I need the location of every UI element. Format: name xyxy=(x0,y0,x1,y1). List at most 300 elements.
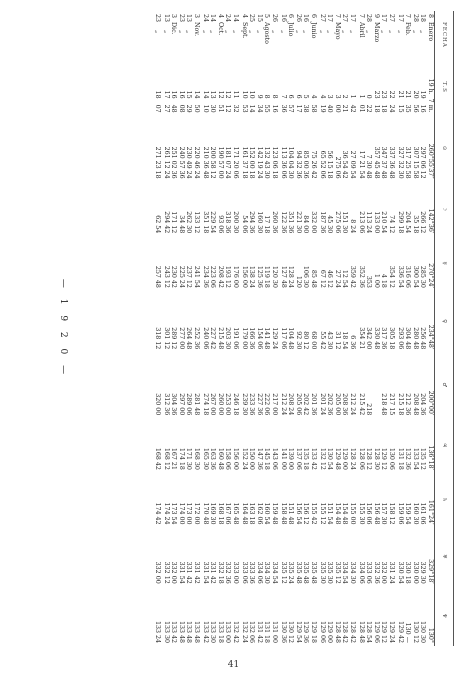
value-cell: 27 24 xyxy=(334,269,341,288)
value-cell: 159 48 xyxy=(271,502,278,525)
value-cell: 162 06 xyxy=(256,502,263,525)
value-cell: 240 57 36 xyxy=(178,146,185,179)
value-cell: 133 48 xyxy=(193,620,200,643)
value-cell: 22 24 xyxy=(388,90,395,113)
value-cell: 119 18 xyxy=(263,265,271,288)
value-cell: 85 00 36 xyxy=(302,150,310,179)
value-cell: 172 00 xyxy=(193,502,200,525)
value-cell: 173 54 xyxy=(170,502,178,525)
value-cell: 299 18 xyxy=(397,211,404,234)
value-cell: 160 30 xyxy=(412,502,419,525)
value-cell: 137 06 xyxy=(295,447,302,470)
value-cell: 1 42 xyxy=(349,94,356,113)
value-cell: 17 21 54 xyxy=(358,150,365,179)
value-cell: 260°55′37″ xyxy=(427,143,434,179)
value-cell: 46 12 xyxy=(326,269,334,288)
value-cell: 128 30 xyxy=(373,447,380,470)
value-cell: 337 36 48 xyxy=(388,146,395,179)
value-cell: 21 15 xyxy=(397,90,404,113)
value-cell: 127 48 xyxy=(280,265,287,288)
value-cell: 113 36 06 xyxy=(280,146,287,179)
value-cell: 163 36 xyxy=(209,447,217,470)
table-row xyxy=(419,11,427,646)
value-cell: 6 57 xyxy=(287,94,295,113)
value-cell: 130 — xyxy=(404,622,412,643)
date-cell: 27 „ xyxy=(388,14,395,34)
table-row xyxy=(310,11,319,646)
value-cell: 168 42 xyxy=(154,447,161,470)
value-cell: 208 24 xyxy=(287,393,295,416)
value-cell: 154 06 xyxy=(256,327,263,350)
value-cell: 128 42 xyxy=(349,620,356,643)
value-cell: 275 06 xyxy=(334,156,341,179)
value-cell: 202 36 xyxy=(326,393,334,416)
value-cell: 165 48 xyxy=(232,502,239,525)
value-cell: 155 42 xyxy=(310,502,317,525)
value-cell: 161°24′ xyxy=(427,499,434,525)
value-cell: 155 12 xyxy=(319,502,326,525)
value-cell: 133 30 xyxy=(163,620,170,643)
value-cell: 203 30 xyxy=(224,327,232,350)
table-row xyxy=(412,11,420,646)
value-cell: 215 48 xyxy=(217,327,224,350)
value-cell: 347 37 48 xyxy=(380,146,388,179)
value-cell: 330 48 xyxy=(373,327,380,350)
value-cell: 335 12 xyxy=(280,561,287,584)
value-cell: 145 18 xyxy=(263,447,271,470)
value-cell: 19 16 xyxy=(419,90,427,113)
value-cell: 218 48 xyxy=(380,393,388,416)
value-cell: 173 00 xyxy=(185,502,193,525)
value-cell: 129 48 xyxy=(334,447,341,470)
value-cell: 334 06 xyxy=(358,561,365,584)
value-cell: 128 06 xyxy=(358,447,365,470)
value-cell: 106 30 xyxy=(302,265,310,288)
table-row xyxy=(373,11,381,646)
value-cell: 135 12 xyxy=(419,447,427,470)
value-cell: 3 00 xyxy=(334,94,341,113)
date-cell: 17 „ xyxy=(397,14,404,34)
value-cell: 152 00 18 xyxy=(248,146,256,179)
value-cell: 329 30 xyxy=(419,561,427,584)
table-row xyxy=(365,11,373,646)
value-cell: 1 01 xyxy=(358,94,365,113)
table-row xyxy=(154,11,163,646)
value-cell: 332 00 xyxy=(310,211,317,234)
value-cell: 55 42 xyxy=(319,331,326,350)
value-cell: 318 36 xyxy=(224,211,232,234)
value-cell: 155 30 xyxy=(358,502,365,525)
value-cell: 122 36 xyxy=(280,211,287,234)
value-cell: 233 36 xyxy=(248,393,256,416)
value-cell: 31 12 xyxy=(334,331,341,350)
value-cell: 17 18 xyxy=(263,215,271,234)
value-cell: 135 18 xyxy=(302,447,310,470)
table-row xyxy=(280,11,288,646)
value-cell: 156 48 xyxy=(373,502,380,525)
value-cell: 260 00 xyxy=(217,393,224,416)
value-cell: 27 09 54 xyxy=(349,150,356,179)
value-cell: 201 24 xyxy=(319,393,326,416)
value-cell: 208 48 xyxy=(412,393,419,416)
value-cell: 94 32 36 xyxy=(295,150,302,179)
value-cell: 260 36 xyxy=(271,211,278,234)
value-cell: 333 00 xyxy=(232,561,239,584)
value-cell: 171 12 xyxy=(170,211,178,234)
value-cell: 92 30 xyxy=(295,331,302,350)
value-cell: 234 36 xyxy=(202,265,209,288)
table-row xyxy=(404,11,412,646)
value-cell: 256 48 xyxy=(419,327,427,350)
value-cell: 240 06 xyxy=(202,327,209,350)
value-cell: 204 36 xyxy=(419,393,427,416)
value-cell: 131 00 xyxy=(271,620,278,643)
value-cell: 36 54 42 xyxy=(341,150,349,179)
table-row xyxy=(341,11,349,646)
value-cell: 285 30 xyxy=(419,265,427,288)
value-cell: 210 36 48 xyxy=(202,146,209,179)
rotated-table-page xyxy=(34,11,454,646)
value-cell: 333 36 xyxy=(248,561,256,584)
value-cell: 75 26 42 xyxy=(310,150,317,179)
value-cell: 62 54 xyxy=(154,215,161,234)
value-cell: 270°24′ xyxy=(427,263,434,288)
value-cell: 230 49 24 xyxy=(185,146,193,179)
table-row xyxy=(302,11,310,646)
value-cell: 129 00 xyxy=(326,620,334,643)
value-cell: 128 24 xyxy=(287,265,295,288)
value-cell: 159 54 xyxy=(404,502,412,525)
header-uranus: ♅ xyxy=(435,528,454,587)
value-cell: 45 30 xyxy=(326,215,334,234)
value-cell: 128 48 xyxy=(334,620,341,643)
value-cell: 10 14 xyxy=(248,90,256,113)
date-cell: 4 Oct. xyxy=(217,14,224,36)
value-cell: 15 29 xyxy=(185,90,193,113)
value-cell: 213 06 xyxy=(358,211,365,234)
value-cell: 120 xyxy=(295,275,302,288)
value-cell: 204 54 xyxy=(404,211,412,234)
table-row xyxy=(232,11,241,646)
date-cell: 27 „ xyxy=(341,14,349,34)
value-cell: 0 22 xyxy=(365,94,373,113)
date-cell: 17 „ xyxy=(380,14,388,34)
value-cell: 212 36 xyxy=(404,393,412,416)
value-cell: 18 54 xyxy=(341,331,349,350)
value-cell: 150 00 xyxy=(248,447,256,470)
value-cell: 142 19 24 xyxy=(256,146,263,179)
value-cell: 20 56 xyxy=(412,90,419,113)
value-cell: 159 06 xyxy=(397,502,404,525)
value-cell: 169 30 xyxy=(209,502,217,525)
header-neptune: ♆ xyxy=(435,587,454,646)
table-row xyxy=(163,11,171,646)
value-cell: 133 48 xyxy=(178,620,185,643)
value-cell: 227 42 xyxy=(209,327,217,350)
header-venus: ♀ xyxy=(435,291,454,352)
value-cell: 129 06 xyxy=(373,620,380,643)
value-cell: 120 30 xyxy=(271,265,278,288)
value-cell: 16 08 xyxy=(178,90,185,113)
value-cell: 297 00 xyxy=(178,393,185,416)
value-cell: 128 24 xyxy=(349,447,356,470)
value-cell: 129 00 xyxy=(341,447,349,470)
value-cell: 129 06 xyxy=(319,620,326,643)
value-cell: 156 12 xyxy=(302,502,310,525)
value-cell: 305 18 xyxy=(388,327,395,350)
value-cell: 129 36 xyxy=(302,620,310,643)
value-cell: 342 00 xyxy=(365,327,373,350)
value-cell: 280 48 xyxy=(412,327,419,350)
date-cell: 8 Enero xyxy=(427,14,434,42)
value-cell: 293 06 xyxy=(397,327,404,350)
value-cell: 133 00 xyxy=(373,211,380,234)
value-cell: 139 00 xyxy=(287,447,295,470)
value-cell: 334 30 xyxy=(349,561,356,584)
date-cell: 16 „ xyxy=(302,14,310,34)
value-cell: 152 24 xyxy=(241,447,248,470)
value-cell: 117 06 xyxy=(280,327,287,350)
value-cell: 307 15 58 xyxy=(412,146,419,179)
value-cell: 18 07 xyxy=(154,90,161,113)
value-cell: 335 48 xyxy=(295,561,302,584)
value-cell: 330 54 xyxy=(397,561,404,584)
table-row xyxy=(202,11,210,646)
value-cell: 54 06 xyxy=(241,215,248,234)
value-cell: 252 36 xyxy=(193,327,200,350)
date-cell: 18 „ xyxy=(419,14,427,34)
value-cell: 227 36 xyxy=(256,393,263,416)
value-cell: 130 36 xyxy=(280,620,287,643)
value-cell: 351 36 xyxy=(287,211,295,234)
table-row xyxy=(326,11,334,646)
value-cell: 190 57 00 xyxy=(217,146,224,179)
value-cell xyxy=(373,352,381,418)
value-cell: 289 06 xyxy=(185,393,193,416)
value-cell: 261 12 24 xyxy=(163,146,170,179)
value-cell: 332 00 xyxy=(154,561,161,584)
value-cell: 210 54 xyxy=(380,211,388,234)
date-cell: 5 Agosto xyxy=(263,14,271,44)
value-cell: 104 48 xyxy=(287,327,295,350)
value-cell: 17 27 xyxy=(163,90,170,113)
date-cell: 14 „ xyxy=(232,14,239,34)
value-cell: 136°18′ xyxy=(427,445,434,470)
value-cell: 330 00 xyxy=(412,561,419,584)
value-cell: 7 36 xyxy=(280,94,287,113)
date-cell: 17 „ xyxy=(326,14,334,34)
value-cell: 138 24 xyxy=(248,265,256,288)
value-cell: 275 06 xyxy=(334,211,341,234)
value-cell: 331 42 xyxy=(185,561,193,584)
date-cell: 3 Dic. xyxy=(170,14,178,35)
value-cell: 218 xyxy=(365,403,373,416)
date-cell: 27 „ xyxy=(319,14,326,34)
value-cell: 129 54 xyxy=(295,620,302,643)
value-cell: 327 32 30 xyxy=(397,146,404,179)
value-cell: 237 12 xyxy=(185,265,193,288)
table-row xyxy=(295,11,303,646)
value-cell: 21 35 xyxy=(404,90,412,113)
table-row xyxy=(334,11,342,646)
value-cell: 294 42 xyxy=(163,211,170,234)
value-cell: 104 04 30 xyxy=(287,146,295,179)
value-cell: 267 00 xyxy=(209,393,217,416)
value-cell: 332 00 xyxy=(380,561,388,584)
value-cell: 128 12 xyxy=(365,447,373,470)
table-row xyxy=(170,11,178,646)
value-cell: 336 54 xyxy=(397,265,404,288)
value-cell: 332 00 xyxy=(170,561,178,584)
value-cell: 130 54 xyxy=(326,447,334,470)
value-cell: 154 48 xyxy=(341,502,349,525)
value-cell: 130 12 xyxy=(412,620,419,643)
date-cell: 7 Feb. xyxy=(404,14,412,36)
value-cell: 8 16 xyxy=(271,94,278,113)
date-cell: 9 Marzo xyxy=(373,14,380,43)
value-cell: 271 23 18 xyxy=(154,146,161,179)
value-cell: 156 54 xyxy=(295,502,302,525)
value-cell: 312 36 xyxy=(163,393,170,416)
value-cell: 354 21 xyxy=(358,327,365,350)
date-cell: 28 „ xyxy=(412,14,419,34)
value-cell: 165 30 xyxy=(202,447,209,470)
value-cell: 193 12 xyxy=(224,265,232,288)
value-cell: 335 48 xyxy=(310,561,317,584)
value-cell: 151 54 xyxy=(326,502,334,525)
value-cell: 202 42 xyxy=(302,393,310,416)
value-cell: 174 24 xyxy=(163,502,170,525)
value-cell: 12 51 xyxy=(217,90,224,113)
value-cell: 205 06 xyxy=(295,393,302,416)
header-ts: T.S xyxy=(435,59,454,116)
value-cell: 132 12 xyxy=(319,447,326,470)
value-cell: 93 06 xyxy=(217,215,224,234)
value-cell: 6 17 xyxy=(295,94,302,113)
header-sun: ⊙ xyxy=(435,116,454,182)
page-title: — 1 9 2 0 — xyxy=(58,278,68,379)
value-cell: 201 36 xyxy=(310,393,317,416)
value-cell: 335 30 xyxy=(319,561,326,584)
value-cell: 161 06 xyxy=(419,502,427,525)
value-cell: 170 48 xyxy=(202,502,209,525)
table-row xyxy=(319,11,327,646)
value-cell: 333 06 xyxy=(365,561,373,584)
value-cell: 317 25 58 xyxy=(404,146,412,179)
value-cell: 334 06 xyxy=(256,561,263,584)
value-cell: 133 42 xyxy=(202,620,209,643)
table-row xyxy=(271,11,280,646)
value-cell: 212 24 xyxy=(349,393,356,416)
value-cell: 129 42 xyxy=(397,620,404,643)
page-number: 41 xyxy=(227,660,240,670)
value-cell: 297 06 12 xyxy=(419,146,427,179)
date-cell: 28 „ xyxy=(365,14,373,34)
value-cell: 289 12 xyxy=(170,327,178,350)
value-cell: 160 30 xyxy=(256,211,263,234)
value-cell: 329°18′ xyxy=(427,559,434,584)
value-cell: 10 53 xyxy=(241,90,248,113)
date-cell: 6 Junio xyxy=(310,14,317,39)
value-cell: 335 12 xyxy=(334,561,341,584)
value-cell: 187 36 xyxy=(319,211,326,234)
value-cell: 133 54 xyxy=(412,447,419,470)
value-cell: 163 18 xyxy=(248,502,256,525)
value-cell: 230 42 xyxy=(170,265,178,288)
value-cell: 168 18 xyxy=(217,502,224,525)
table-row xyxy=(217,11,225,646)
value-cell: 301 12 xyxy=(163,327,170,350)
table-row xyxy=(209,11,217,646)
value-cell: 221 30 xyxy=(295,211,302,234)
value-cell: 133 30 xyxy=(209,620,217,643)
value-cell: 200 58 12 xyxy=(209,146,217,179)
value-cell: 225 24 xyxy=(178,265,185,288)
value-cell: 151 48 xyxy=(287,502,295,525)
date-cell: 23 „ xyxy=(178,14,185,34)
value-cell: 334 54 xyxy=(341,561,349,584)
value-cell: 331 42 xyxy=(193,561,200,584)
value-cell: 239 30 xyxy=(241,393,248,416)
date-cell: 15 „ xyxy=(256,14,263,34)
value-cell: 166 36 xyxy=(248,327,256,350)
value-cell: 131 42 xyxy=(256,620,263,643)
value-cell: 334 54 xyxy=(271,561,278,584)
value-cell: 331 42 xyxy=(209,561,217,584)
value-cell: 128 54 xyxy=(365,620,373,643)
value-cell: 155 00 xyxy=(349,502,356,525)
value-cell: 131 18 xyxy=(263,620,271,643)
value-cell: 129 18 xyxy=(310,620,317,643)
value-cell: 257 48 xyxy=(154,265,161,288)
value-cell: 281 48 xyxy=(193,393,200,416)
value-cell: 304 36 xyxy=(170,393,178,416)
value-cell: 133 24 xyxy=(154,620,161,643)
value-cell: 133 48 xyxy=(185,620,193,643)
value-cell: 56 15 18 xyxy=(326,150,334,179)
table-row xyxy=(287,11,295,646)
value-cell: 304 48 xyxy=(404,327,412,350)
header-jupiter: ♃ xyxy=(435,418,454,473)
value-cell: 179 00 xyxy=(241,327,248,350)
value-cell: 14 50 xyxy=(193,90,200,113)
value-cell: 264 48 xyxy=(185,327,193,350)
date-cell: 7 Mayo xyxy=(334,14,341,40)
header-mars: ♂ xyxy=(435,352,454,418)
value-cell: 208 36 xyxy=(341,393,349,416)
value-cell: 84 00 xyxy=(302,215,310,234)
table-row xyxy=(427,11,435,646)
value-cell: 164 48 xyxy=(241,502,248,525)
value-cell: 332 12 xyxy=(163,561,170,584)
value-cell: 246 18 xyxy=(232,393,239,416)
value-cell: 167 06 xyxy=(224,502,232,525)
value-cell: 158 06 xyxy=(224,447,232,470)
value-cell: 129 12 xyxy=(380,447,388,470)
value-cell: 128 42 xyxy=(341,620,349,643)
value-cell: 171 20 06 xyxy=(232,146,239,179)
value-cell: 132 24 xyxy=(241,620,248,643)
header-fecha: FECHA xyxy=(435,11,454,59)
value-cell: 43 30 xyxy=(326,331,334,350)
value-cell: 74 12 xyxy=(388,215,395,234)
value-cell: 332 36 xyxy=(373,561,380,584)
value-cell: 151 30 xyxy=(341,211,349,234)
value-cell: 12 12 xyxy=(224,90,232,113)
value-cell: 5 38 xyxy=(302,94,310,113)
value-cell: 200°00′ xyxy=(427,390,434,416)
date-cell: 13 „ xyxy=(163,14,170,34)
